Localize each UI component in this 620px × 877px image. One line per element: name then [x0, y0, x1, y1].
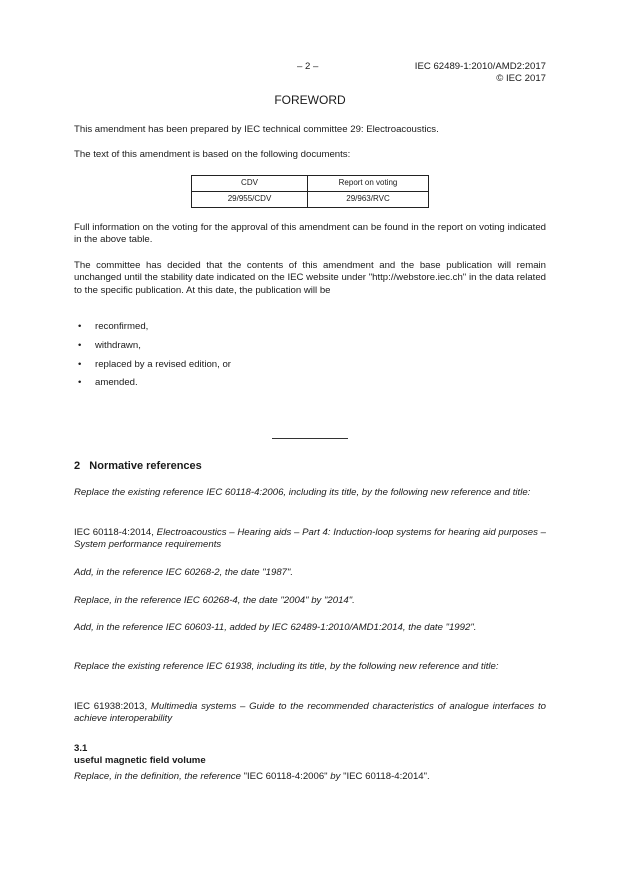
table-header: Report on voting: [308, 176, 429, 192]
definition-instruction: Replace, in the definition, the reference "IEC 60118-4:2006" by "IEC 60118-4:2014".: [74, 771, 430, 782]
amendment-instruction: Add, in the reference IEC 60603-11, added by IEC 62489-1:2010/AMD1:2014, the date "1992".: [74, 622, 477, 633]
header-info: [415, 61, 546, 86]
table-cell: 29/963/RVC: [308, 192, 429, 208]
amendment-instruction: Replace the existing reference IEC 61938, including its title, by the following new reference and title:: [74, 661, 499, 672]
term-number: 3.1: [74, 743, 88, 754]
amendment-instruction: Replace the existing reference IEC 60118-4:2006, including its title, by the following new reference and title:: [74, 487, 531, 498]
foreword-p1: This amendment has been prepared by IEC technical committee 29: Electroacoustics.: [74, 124, 439, 135]
separator-rule: [272, 438, 348, 439]
amendment-instruction: Replace, in the reference IEC 60268-4, the date "2004" by "2014".: [74, 595, 355, 606]
table-header-row: [192, 176, 429, 192]
reference-entry: IEC 61938:2013, Multimedia systems – Guide to the recommended characteristics of analogue interfaces to achieve interoperability: [74, 701, 546, 725]
foreword-p4: The committee has decided that the contents of this amendment and the base publication will remain unchanged until the stability date indicated on the IEC website under "http://webstore.iec.ch" in the data related to the specific publication. At this date, the publication will be: [74, 260, 546, 296]
section-heading: 2 Normative references: [74, 460, 202, 472]
doc-id: IEC 62489-1:2010/AMD2:2017: [414, 61, 546, 72]
documents-table: [191, 175, 429, 208]
page-number: – 2 –: [297, 61, 319, 72]
document-page: – 2 – IEC 62489-1:2010/AMD2:2017 © IEC 2017 FOREWORD This amendment has been prepared by IEC technical committee 29: Electroacoustics. The text of this amendment is based on the following documents: CDV Report on voting 29/955/CDV 29/963/RVC Full information on the voting for the approval of this amendment can be found in the report on voting indicated in the above table. The committee has decided that the contents of this amendment and the base publication will remain unchanged until the stability date indicated on the IEC website under "http://webstore.iec.ch" in the data related to the specific publication. At this date, the publication will be • reconfirmed, • withdrawn, • replaced by a revised edition, or • amended. 2 Normative references Replace the existing reference IEC 60118-4:2006, including its title, by the following new reference and title: IEC 60118-4:2014, Electroacoustics – Hearing aids – Part 4: Induction-loop systems for hearing aid purposes – System performance requirements Add, in the reference IEC 60268-2, the date "1987". Replace, in the reference IEC 60268-4, the date "2004" by "2014". Add, in the reference IEC 60603-11, added by IEC 62489-1:2010/AMD1:2014, the date "1992". Replace the existing reference IEC 61938, including its title, by the following new reference and title: IEC 61938:2013, Multimedia systems – Guide to the recommended characteristics of analogue interfaces to achieve interoperability 3.1 useful magnetic field volume Replace, in the definition, the reference "IEC 60118-4:2006" by "IEC 60118-4:2014".: [0, 0, 620, 877]
reference-entry: IEC 60118-4:2014, Electroacoustics – Hearing aids – Part 4: Induction-loop systems for hearing aid purposes – System performance requirements: [74, 527, 546, 551]
table-cell: 29/955/CDV: [192, 192, 308, 208]
foreword-p3: Full information on the voting for the approval of this amendment can be found in the report on voting indicated in the above table.: [74, 222, 546, 246]
foreword-title: FOREWORD: [274, 93, 346, 107]
table-row: [192, 192, 429, 208]
table-header: CDV: [192, 176, 308, 192]
amendment-instruction: Add, in the reference IEC 60268-2, the date "1987".: [74, 567, 294, 578]
copyright: © IEC 2017: [496, 73, 546, 85]
term-name: useful magnetic field volume: [74, 755, 206, 766]
foreword-p2: The text of this amendment is based on the following documents:: [74, 149, 351, 160]
